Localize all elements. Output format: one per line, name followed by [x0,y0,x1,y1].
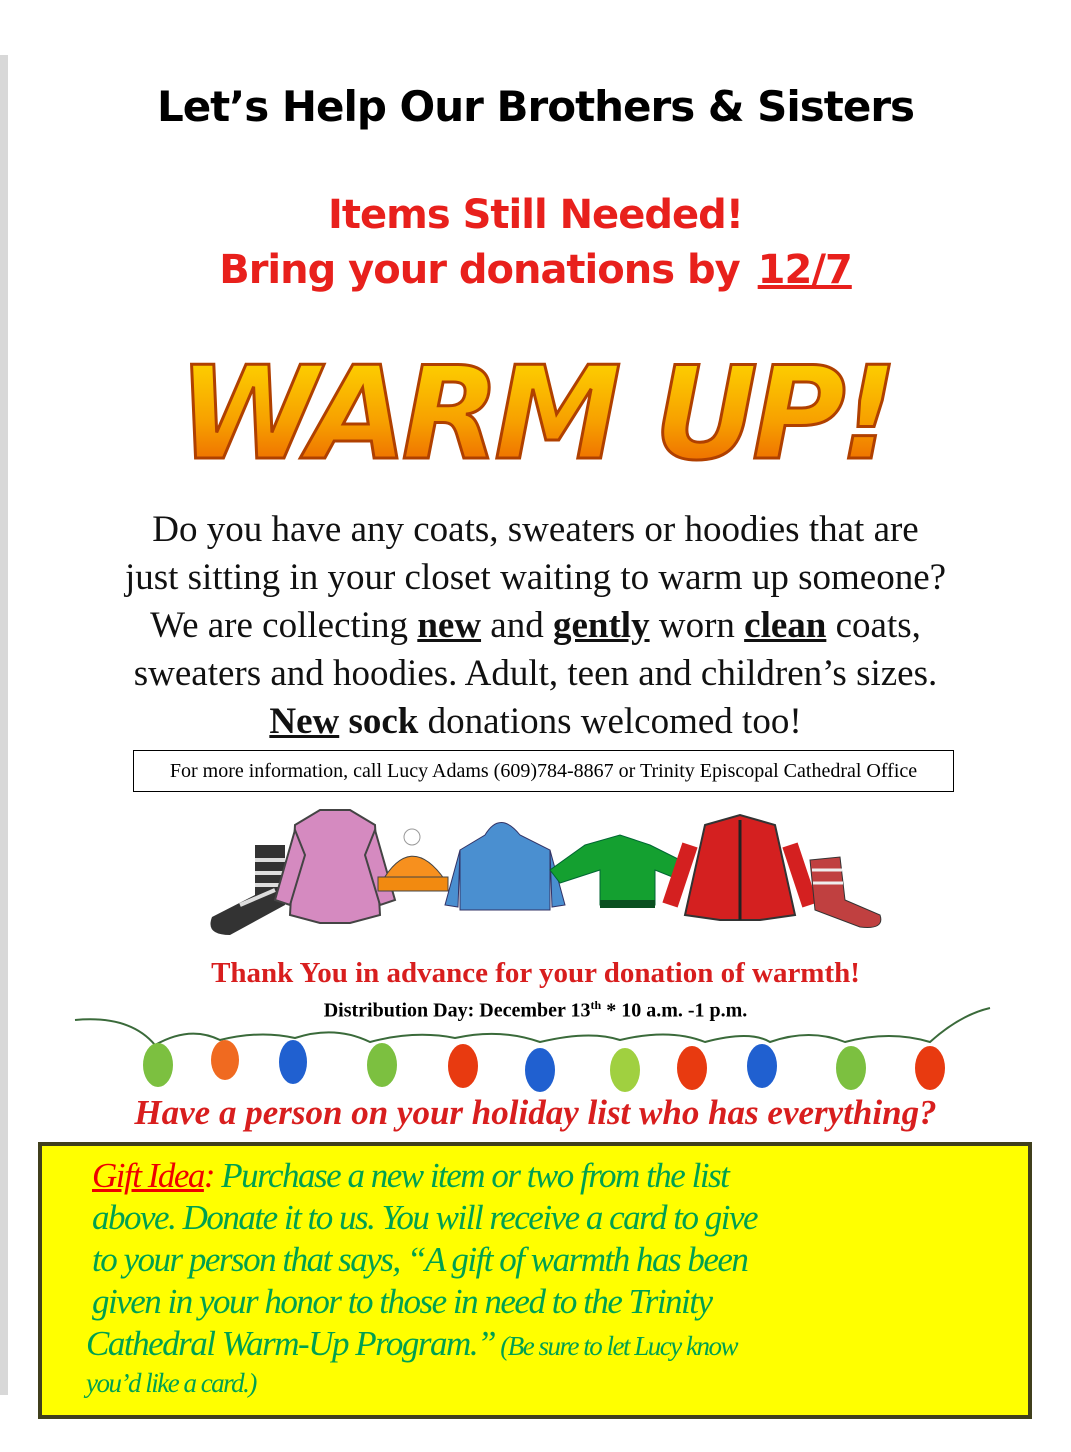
deadline-label: Bring your donations by [219,247,740,293]
text: worn [658,605,735,646]
text: sock [348,701,419,742]
headline: Let’s Help Our Brothers & Sisters [156,82,915,131]
gift-line [86,1324,737,1364]
orange-hat-icon [378,829,448,891]
gift-idea-label: Gift Idea [92,1156,204,1195]
holiday-question: Have a person on your holiday list who has everything? [134,1093,937,1132]
text: Purchase a new item or two from the list [214,1156,729,1195]
text: Cathedral Warm-Up Program.” [86,1324,496,1363]
holiday-lights-icon [70,1000,1000,1100]
red-jacket-icon [670,815,810,920]
text: new [417,605,482,646]
gift-line [92,1156,728,1196]
gift-idea-box [38,1142,1032,1419]
logo-text: WARM UP! [177,340,893,480]
gift-line: above. Donate it to us. You will receive a card to give [92,1198,758,1237]
thank-you-text: Thank You in advance for your donation of warmth! [211,957,860,989]
appeal-line [0,602,1071,650]
appeal-text [0,506,1071,746]
text: coats, [835,605,921,646]
text: (Be sure to let Lucy know [495,1331,737,1361]
text: th [590,998,602,1012]
appeal-line [0,698,1071,746]
gift-line: to your person that says, “A gift of warmth has been [92,1240,748,1279]
appeal-line: just sitting in your closet waiting to warm up someone? [124,557,947,598]
red-sock-icon [810,857,881,928]
appeal-line: sweaters and hoodies. Adult, teen and children’s sizes. [133,653,938,694]
text: clean [744,605,827,646]
items-needed-heading: Items Still Needed! [328,192,743,238]
text: donations welcomed too! [427,701,802,742]
gift-line: given in your honor to those in need to the Trinity [92,1282,712,1321]
text: New [269,701,340,742]
text: and [490,605,544,646]
gift-line: you’d like a card.) [86,1368,256,1398]
pink-coat-icon [275,810,395,923]
text: gently [552,605,650,646]
text: We are collecting [150,605,409,646]
blue-hoodie-icon [445,823,565,911]
contact-info-box: For more information, call Lucy Adams (609)784-8867 or Trinity Episcopal Cathedral Office [133,750,954,792]
text: : [203,1156,215,1195]
text: * 10 a.m. -1 p.m. [601,999,748,1022]
deadline-date: 12/7 [757,247,852,293]
clothing-illustration [200,805,890,945]
text: Distribution Day: December 13 [323,999,591,1022]
donation-deadline [0,247,1071,293]
warm-up-logo [0,330,1071,480]
appeal-line: Do you have any coats, sweaters or hoodies that are [152,509,919,550]
striped-sock-icon [210,845,285,935]
